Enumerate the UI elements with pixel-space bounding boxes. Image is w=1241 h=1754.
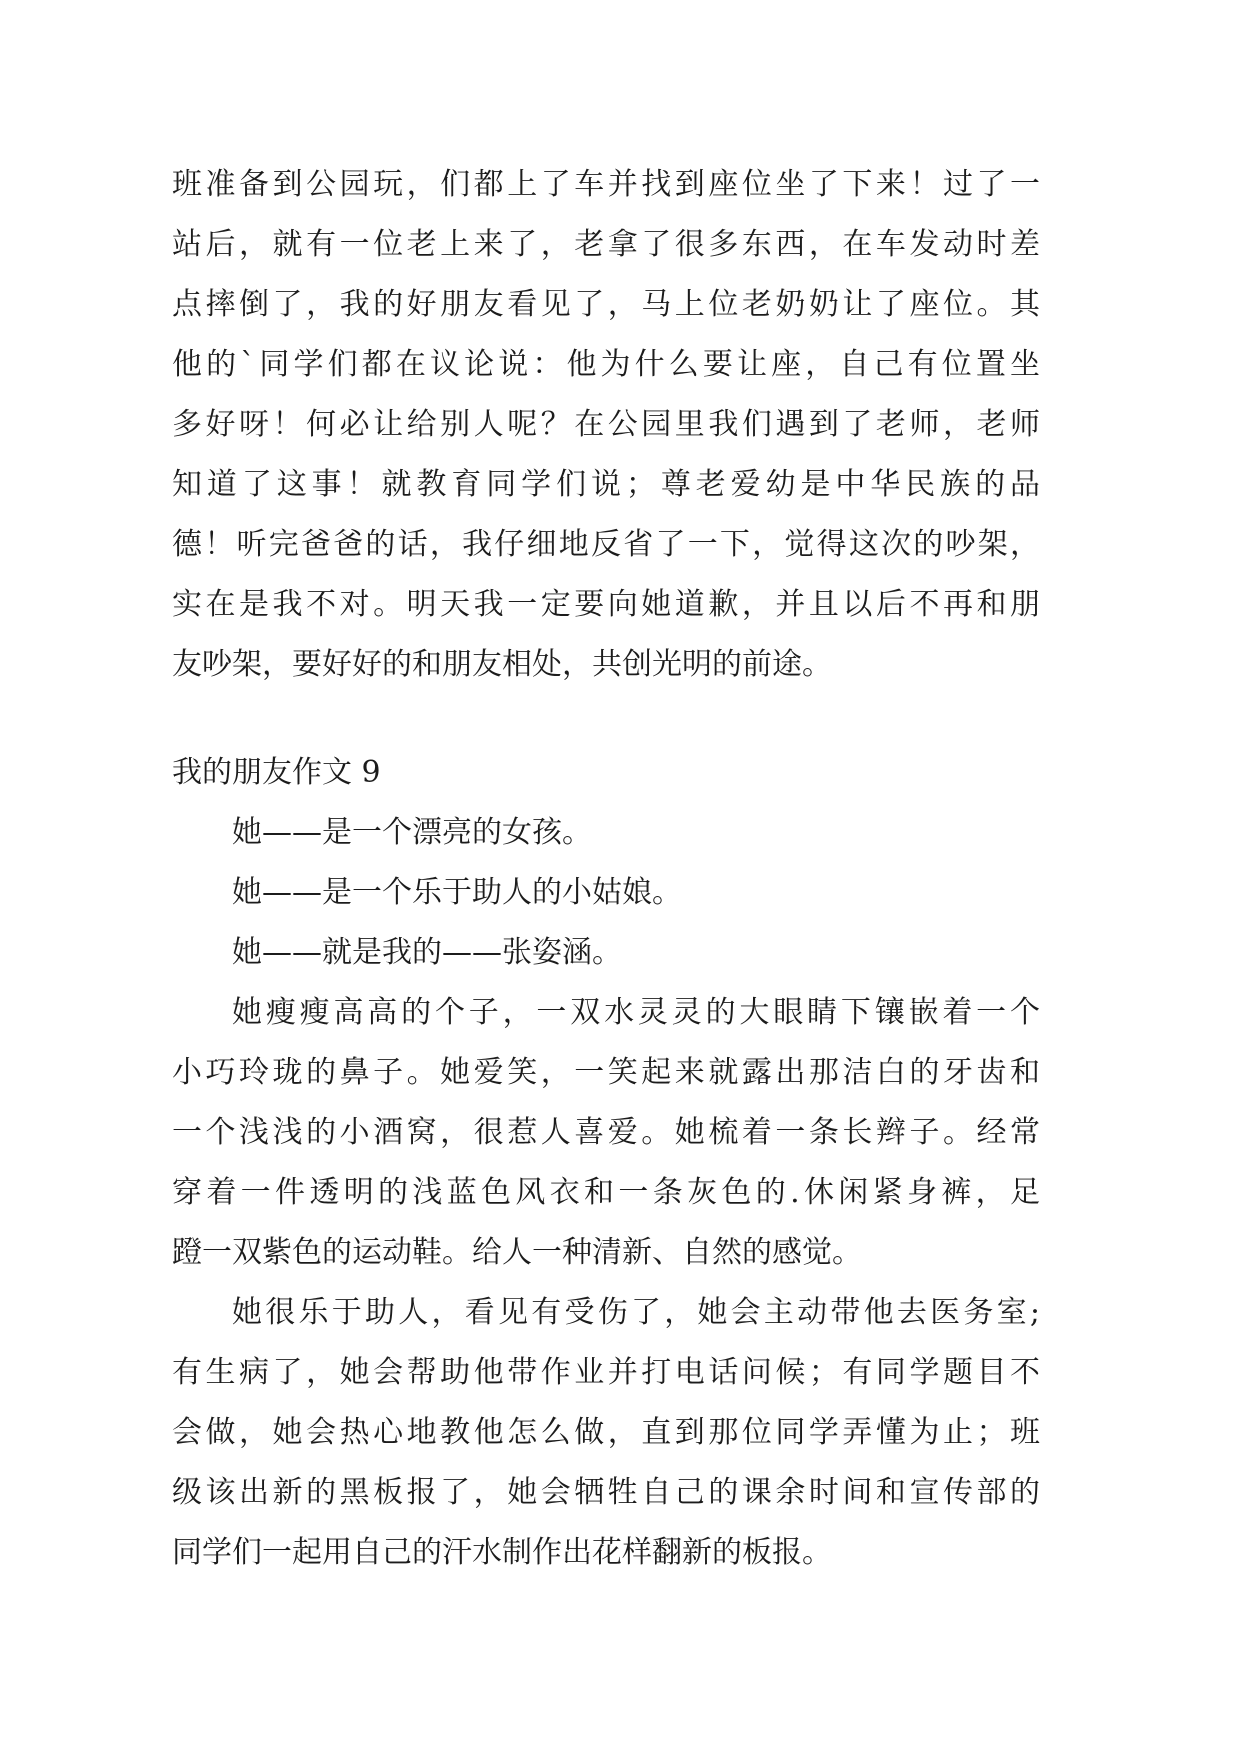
- document-body: [172, 155, 1040, 1583]
- text-line: 德！听完爸爸的话，我仔细地反省了一下，觉得这次的吵架，: [172, 527, 1040, 562]
- text-line: 同学们一起用自己的汗水制作出花样翻新的板报。: [172, 1535, 832, 1570]
- text-line: 班准备到公园玩，们都上了车并找到座位坐了下来！过了一: [172, 167, 1040, 202]
- text-line: 她瘦瘦高高的个子，一双水灵灵的大眼睛下镶嵌着一个: [232, 995, 1040, 1030]
- text-line: 穿着一件透明的浅蓝色风衣和一条灰色的.休闲紧身裤，足: [172, 1175, 1040, 1210]
- text-line: 多好呀！何必让给别人呢？在公园里我们遇到了老师，老师: [172, 407, 1040, 442]
- paragraph: [172, 1283, 1040, 1583]
- text-line: 会做，她会热心地教他怎么做，直到那位同学弄懂为止；班: [172, 1415, 1040, 1450]
- paragraph: [172, 803, 1040, 863]
- text-line: 她——就是我的——张姿涵。: [232, 935, 622, 970]
- paragraph: [172, 923, 1040, 983]
- text-line: 她——是一个乐于助人的小姑娘。: [232, 875, 682, 910]
- text-line: 知道了这事！就教育同学们说；尊老爱幼是中华民族的品: [172, 467, 1040, 502]
- continuation-paragraph: [172, 155, 1040, 695]
- essay-title: 我的朋友作文 9: [172, 755, 381, 790]
- text-line: 他的`同学们都在议论说：他为什么要让座，自己有位置坐: [172, 347, 1040, 382]
- text-line: 站后，就有一位老上来了，老拿了很多东西，在车发动时差: [172, 227, 1040, 262]
- text-line: 有生病了，她会帮助他带作业并打电话问候；有同学题目不: [172, 1355, 1040, 1390]
- text-line: 蹬一双紫色的运动鞋。给人一种清新、自然的感觉。: [172, 1235, 862, 1270]
- text-line: 实在是我不对。明天我一定要向她道歉，并且以后不再和朋: [172, 587, 1040, 622]
- text-line: 点摔倒了，我的好朋友看见了，马上位老奶奶让了座位。其: [172, 287, 1040, 322]
- paragraph: [172, 983, 1040, 1283]
- text-line: 小巧玲珑的鼻子。她爱笑，一笑起来就露出那洁白的牙齿和: [172, 1055, 1040, 1090]
- text-line: 一个浅浅的小酒窝，很惹人喜爱。她梳着一条长辫子。经常: [172, 1115, 1040, 1150]
- text-line: 她——是一个漂亮的女孩。: [232, 815, 592, 850]
- paragraph: [172, 863, 1040, 923]
- text-line: 级该出新的黑板报了，她会牺牲自己的课余时间和宣传部的: [172, 1475, 1040, 1510]
- text-line: 她很乐于助人，看见有受伤了，她会主动带他去医务室;: [232, 1295, 1040, 1330]
- text-line: 友吵架，要好好的和朋友相处，共创光明的前途。: [172, 647, 832, 682]
